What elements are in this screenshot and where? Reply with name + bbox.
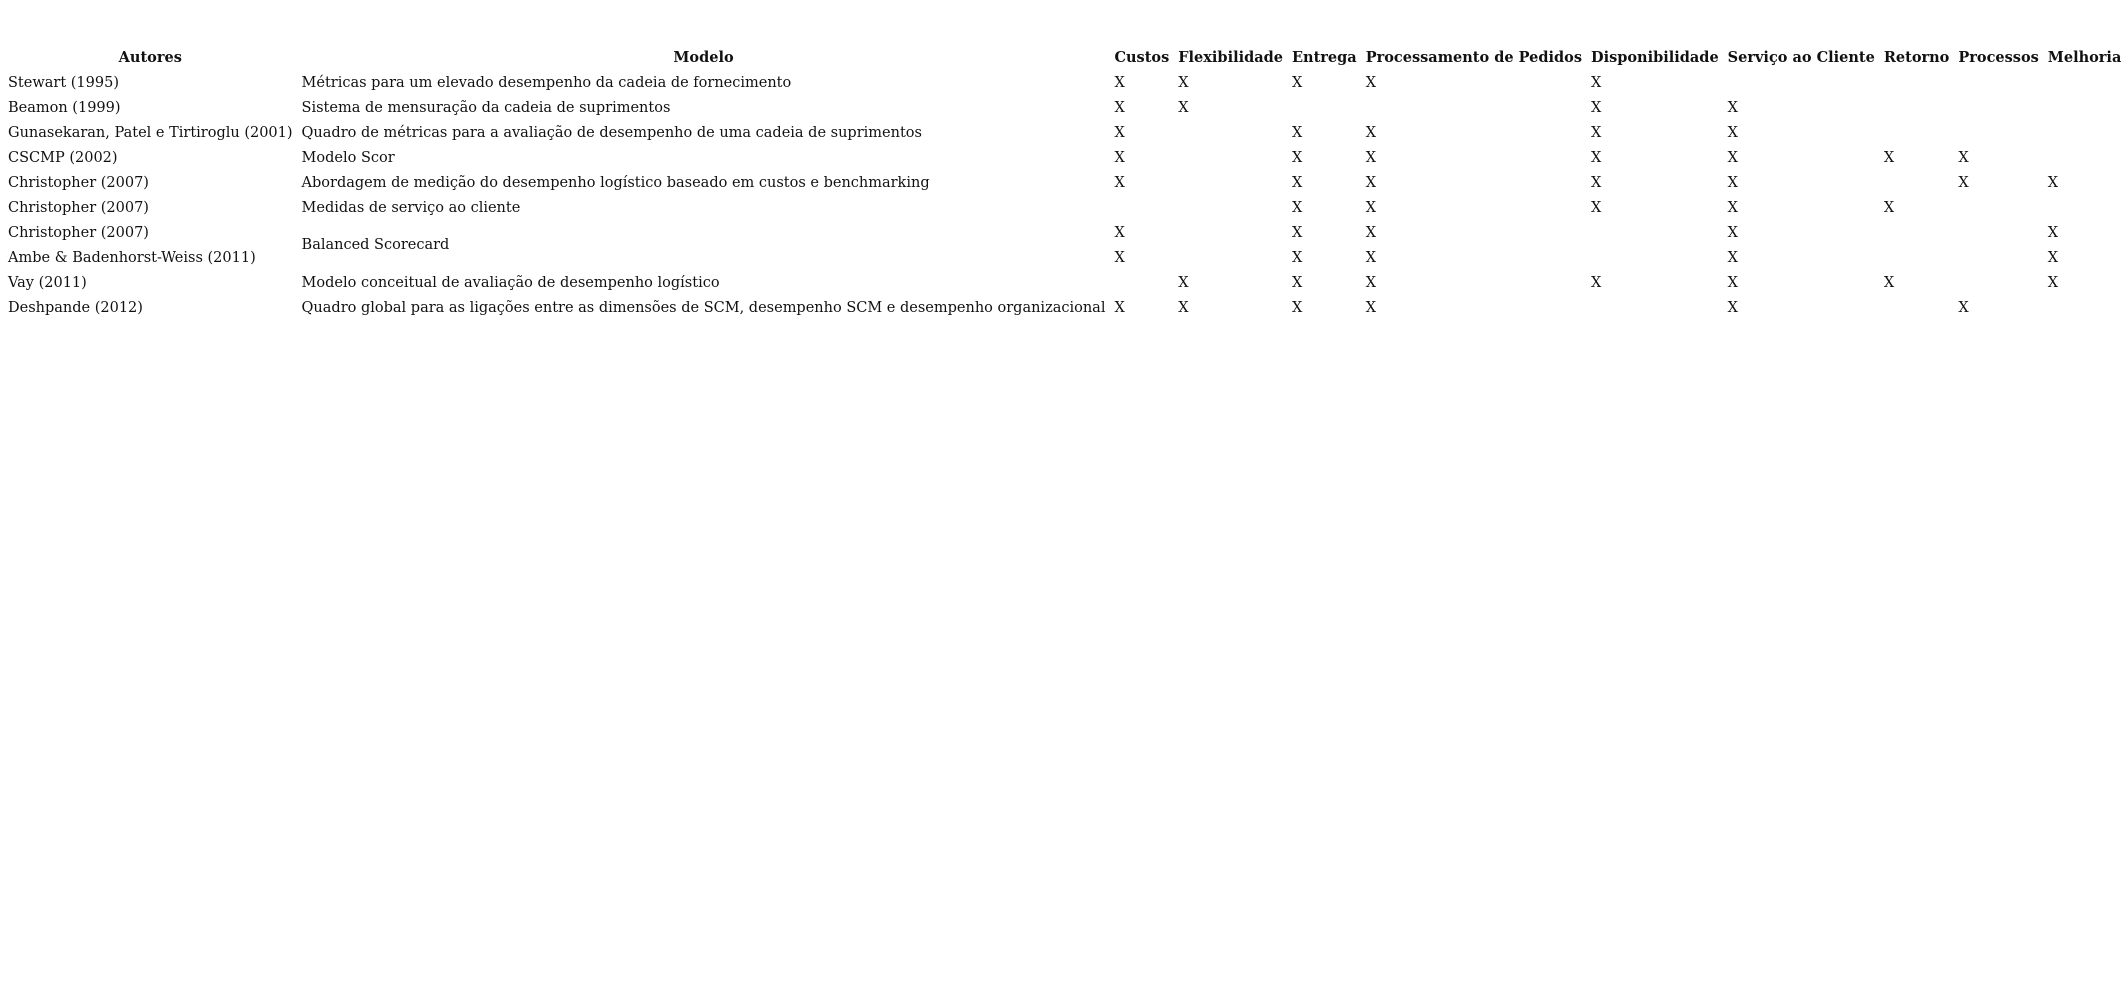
cell-retorno [1880, 120, 1955, 145]
header-servico: Serviço ao Cliente [1727, 48, 1875, 66]
cell-servico: X [1727, 249, 1738, 266]
cell-disponibilidade [1587, 245, 1724, 270]
cell-melhoria: X [2047, 174, 2059, 191]
cell-entrega: X [1292, 224, 1303, 241]
cell-flexibilidade [1174, 145, 1288, 170]
cell-melhoria [2044, 195, 2126, 220]
cell-custos [1110, 270, 1174, 295]
cell-servico: X [1727, 174, 1738, 191]
cell-modelo: Quadro global para as ligações entre as dimensões de SCM, desempenho SCM e desempenho organizacional [301, 299, 1106, 316]
header-row [4, 44, 2126, 70]
cell-custos: X [1114, 124, 1125, 141]
table-row [4, 70, 2126, 95]
cell-flexibilidade [1174, 220, 1288, 245]
cell-processamento [1362, 95, 1587, 120]
cell-retorno [1880, 220, 1955, 245]
cell-autor: Christopher (2007) [8, 224, 149, 241]
header-flexibilidade: Flexibilidade [1178, 48, 1283, 66]
cell-disponibilidade: X [1591, 149, 1602, 166]
cell-processamento: X [1365, 299, 1377, 316]
cell-disponibilidade: X [1591, 74, 1602, 91]
cell-processamento: X [1365, 149, 1377, 166]
cell-disponibilidade: X [1591, 174, 1602, 191]
cell-disponibilidade: X [1591, 124, 1602, 141]
table-row [4, 295, 2126, 320]
cell-processamento: X [1365, 199, 1377, 216]
table-body [4, 70, 2126, 320]
cell-modelo: Quadro de métricas para a avaliação de desempenho de uma cadeia de suprimentos [301, 124, 922, 141]
header-processamento: Processamento de Pedidos [1365, 48, 1582, 66]
cell-disponibilidade [1587, 295, 1724, 320]
cell-modelo: Balanced Scorecard [301, 237, 450, 253]
cell-custos: X [1114, 149, 1125, 166]
cell-flexibilidade: X [1178, 74, 1189, 91]
header-disponibilidade: Disponibilidade [1591, 48, 1719, 66]
cell-modelo: Modelo Scor [301, 149, 395, 166]
cell-melhoria [2044, 145, 2126, 170]
cell-modelo: Métricas para um elevado desempenho da cadeia de fornecimento [301, 74, 792, 91]
cell-processos [1954, 120, 2043, 145]
cell-retorno: X [1883, 274, 1895, 291]
cell-modelo: Medidas de serviço ao cliente [301, 199, 521, 216]
header-melhoria: Melhoria [2047, 48, 2122, 66]
cell-servico: X [1727, 199, 1738, 216]
cell-flexibilidade: X [1178, 274, 1189, 291]
cell-autor: Christopher (2007) [8, 199, 149, 216]
cell-retorno [1880, 170, 1955, 195]
table-row [4, 270, 2126, 295]
cell-autor: Deshpande (2012) [8, 299, 143, 316]
cell-processos [1954, 245, 2043, 270]
cell-disponibilidade: X [1591, 199, 1602, 216]
cell-melhoria: X [2047, 224, 2059, 241]
cell-processos [1954, 95, 2043, 120]
cell-entrega: X [1292, 174, 1303, 191]
table-row [4, 220, 2126, 245]
header-retorno: Retorno [1883, 48, 1950, 66]
cell-melhoria [2044, 95, 2126, 120]
cell-melhoria [2044, 70, 2126, 95]
cell-custos: X [1114, 224, 1125, 241]
cell-disponibilidade: X [1591, 274, 1602, 291]
cell-retorno [1880, 95, 1955, 120]
cell-processos: X [1958, 174, 1969, 191]
table-row [4, 95, 2126, 120]
cell-retorno [1880, 70, 1955, 95]
cell-melhoria: X [2047, 249, 2059, 266]
cell-entrega: X [1292, 124, 1303, 141]
header-processos: Processos [1958, 48, 2039, 66]
cell-autor: Stewart (1995) [8, 74, 119, 91]
cell-processamento: X [1365, 74, 1377, 91]
header-autores: Autores [118, 48, 182, 66]
cell-modelo: Abordagem de medição do desempenho logístico baseado em custos e benchmarking [301, 174, 930, 191]
cell-entrega: X [1292, 149, 1303, 166]
cell-processos [1954, 220, 2043, 245]
cell-servico: X [1727, 224, 1738, 241]
cell-melhoria [2044, 120, 2126, 145]
cell-flexibilidade [1174, 245, 1288, 270]
header-modelo: Modelo [673, 48, 734, 66]
header-custos: Custos [1114, 48, 1170, 66]
cell-melhoria: X [2047, 274, 2059, 291]
comparison-table [4, 44, 2126, 320]
cell-autor: Gunasekaran, Patel e Tirtiroglu (2001) [8, 124, 293, 141]
cell-retorno: X [1883, 149, 1895, 166]
cell-processamento: X [1365, 274, 1377, 291]
cell-autor: Beamon (1999) [8, 99, 121, 116]
cell-entrega: X [1292, 249, 1303, 266]
cell-servico: X [1727, 299, 1738, 316]
cell-flexibilidade [1174, 195, 1288, 220]
cell-processos: X [1958, 149, 1969, 166]
table-row [4, 195, 2126, 220]
cell-entrega: X [1292, 74, 1303, 91]
cell-disponibilidade [1587, 220, 1724, 245]
cell-custos: X [1114, 299, 1125, 316]
cell-processos [1954, 70, 2043, 95]
cell-custos: X [1114, 74, 1125, 91]
cell-melhoria [2044, 295, 2126, 320]
cell-servico: X [1727, 274, 1738, 291]
cell-custos [1110, 195, 1174, 220]
cell-modelo: Modelo conceitual de avaliação de desempenho logístico [301, 274, 720, 291]
cell-processamento: X [1365, 174, 1377, 191]
cell-processos [1954, 195, 2043, 220]
comparison-table-container [4, 44, 2126, 320]
cell-flexibilidade [1174, 170, 1288, 195]
cell-autor: Ambe & Badenhorst-Weiss (2011) [8, 249, 256, 266]
cell-disponibilidade: X [1591, 99, 1602, 116]
cell-entrega: X [1292, 299, 1303, 316]
cell-entrega: X [1292, 274, 1303, 291]
cell-processamento: X [1365, 224, 1377, 241]
table-row [4, 120, 2126, 145]
cell-retorno [1880, 245, 1955, 270]
cell-entrega [1288, 95, 1362, 120]
cell-flexibilidade [1174, 120, 1288, 145]
table-row [4, 170, 2126, 195]
cell-custos: X [1114, 99, 1125, 116]
cell-custos: X [1114, 174, 1125, 191]
cell-entrega: X [1292, 199, 1303, 216]
cell-modelo: Sistema de mensuração da cadeia de suprimentos [301, 99, 671, 116]
cell-autor: CSCMP (2002) [8, 149, 118, 166]
cell-processamento: X [1365, 124, 1377, 141]
cell-retorno: X [1883, 199, 1895, 216]
cell-autor: Christopher (2007) [8, 174, 149, 191]
cell-flexibilidade: X [1178, 99, 1189, 116]
cell-servico: X [1727, 124, 1738, 141]
table-row [4, 145, 2126, 170]
cell-servico: X [1727, 149, 1738, 166]
cell-processos [1954, 270, 2043, 295]
cell-custos: X [1114, 249, 1125, 266]
cell-retorno [1880, 295, 1955, 320]
cell-processos: X [1958, 299, 1969, 316]
cell-servico [1724, 70, 1880, 95]
cell-processamento: X [1365, 249, 1377, 266]
cell-flexibilidade: X [1178, 299, 1189, 316]
header-entrega: Entrega [1292, 48, 1357, 66]
cell-servico: X [1727, 99, 1738, 116]
cell-autor: Vay (2011) [8, 274, 87, 291]
